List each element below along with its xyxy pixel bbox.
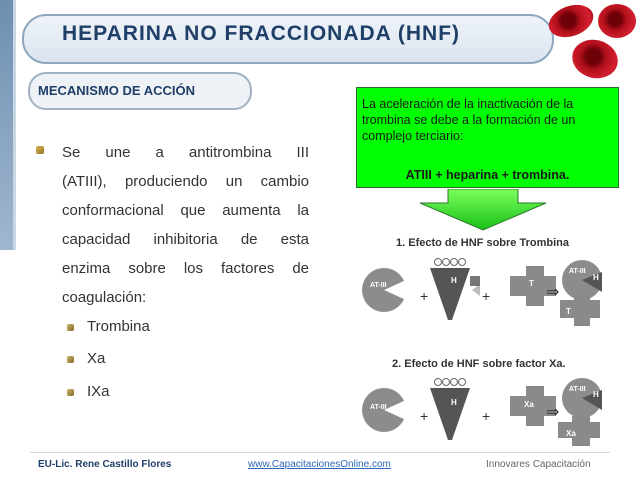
callout-formula: ATIII + heparina + trombina. [405, 168, 570, 182]
label-heparin: H [593, 273, 599, 282]
label-factor-xa: Xa [524, 400, 534, 409]
target-item-xa: Xa [87, 350, 106, 367]
red-blood-cell-icon [568, 35, 622, 84]
left-accent-bar [0, 0, 13, 250]
sub-bullet-icon [67, 389, 74, 396]
down-arrow-icon [418, 189, 548, 231]
label-at-iii: AT-III [569, 268, 586, 275]
footer-organization: Innovares Capacitación [486, 459, 591, 470]
footer-author: EU-Lic. Rene Castillo Flores [38, 459, 172, 470]
target-item-ixa: IXa [87, 383, 110, 400]
plus-sign: + [420, 288, 429, 304]
label-factor-xa: Xa [566, 429, 576, 438]
label-heparin: H [451, 276, 457, 285]
page-title: HEPARINA NO FRACCIONADA (HNF) [62, 22, 461, 45]
paragraph-line: coagulación: [62, 289, 147, 306]
mechanism-paragraph [62, 138, 309, 312]
callout-text: La aceleración de la inactivación de la trombina se debe a la formación de un complejo terciario: [362, 97, 576, 143]
paragraph-line: enzima sobre los factores de [62, 260, 309, 277]
label-thrombin: T [529, 279, 534, 288]
implies-arrow: ⇒ [546, 404, 560, 421]
paragraph-line: conformacional que aumenta la [62, 202, 309, 219]
figure-title-thrombin: 1. Efecto de HNF sobre Trombina [396, 237, 569, 249]
section-label: MECANISMO DE ACCIÓN [38, 83, 195, 98]
label-heparin: H [451, 398, 457, 407]
bullet-icon [36, 146, 44, 154]
label-at-iii: AT-III [370, 404, 387, 411]
footer-divider [30, 452, 610, 453]
label-at-iii: AT-III [370, 282, 387, 289]
label-at-iii: AT-III [569, 386, 586, 393]
red-blood-cell-icon [598, 4, 636, 38]
sub-bullet-icon [67, 324, 74, 331]
sub-bullet-icon [67, 356, 74, 363]
plus-sign: + [482, 288, 491, 304]
paragraph-line: Se une a antitrombina III [62, 144, 309, 161]
figure-title-factor-xa: 2. Efecto de HNF sobre factor Xa. [392, 358, 566, 370]
paragraph-line: capacidad inhibitoria de esta [62, 231, 309, 248]
label-heparin: H [593, 390, 599, 399]
label-thrombin: T [566, 307, 571, 316]
left-accent-stripe [13, 0, 16, 250]
plus-sign: + [420, 408, 429, 424]
implies-arrow: ⇒ [546, 284, 560, 301]
paragraph-line: (ATIII), produciendo un cambio [62, 173, 309, 190]
plus-sign: + [482, 408, 491, 424]
footer-website-link[interactable]: www.CapacitacionesOnline.com [248, 459, 391, 470]
heparin-shape [430, 268, 470, 320]
target-item-thrombin: Trombina [87, 318, 150, 335]
